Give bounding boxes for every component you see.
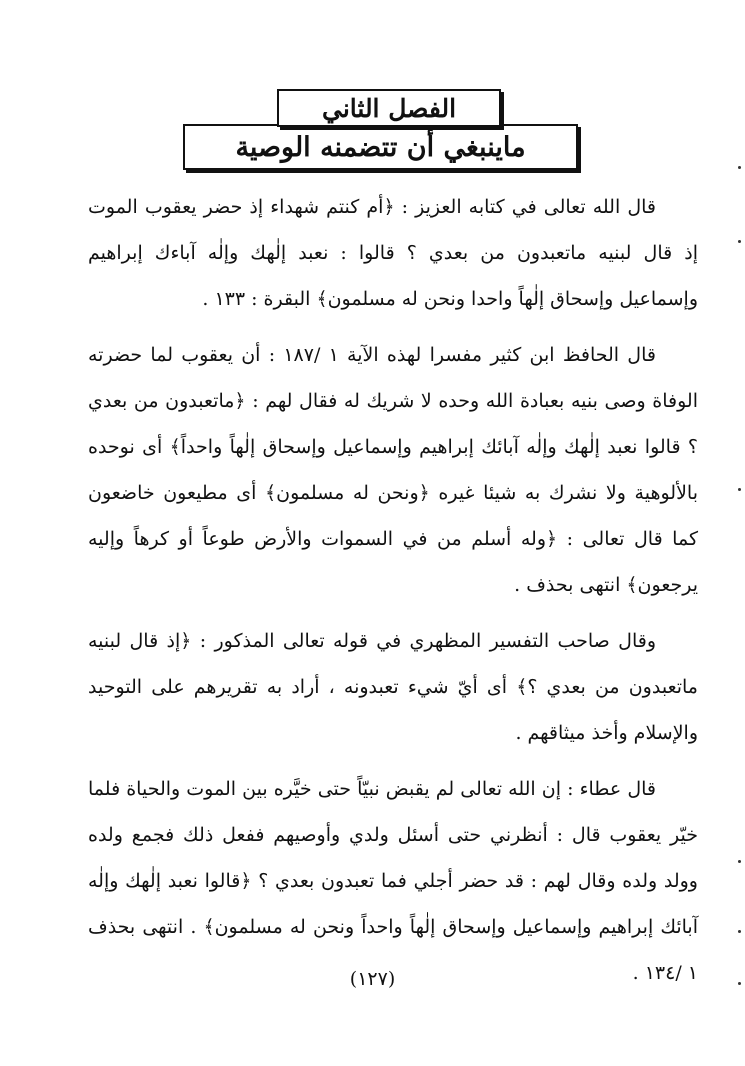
paragraph-2: قال الحافظ ابن كثير مفسرا لهذه الآية ١ /١٨٧ : أن يعقوب لما حضرته الوفاة وصى بنيه بعبادة الله وحده لا شريك له فقال لهم : ﴿ماتعبدون من بعدي ؟ قالوا نعبد إلٰهك وإلٰه آبائك إبراهيم وإسماعيل وإسحاق إلٰهاً واحداً﴾ أى نوحده بالألوهية ولا نشرك به شيئا غيره ﴿ونحن له مسلمون﴾ أى مطيعون خاضعون كما قال تعالى : ﴿وله أسلم من في السموات والأرض طوعاً أو كرهاً وإليه يرجعون﴾ انتهى بحذف . [88,344,698,596]
section-subtitle: ماينبغي أن تتضمنه الوصية [235,131,526,163]
paragraph-1: قال الله تعالى في كتابه العزيز : ﴿أم كنتم شهداء إذ حضر يعقوب الموت إذ قال لبنيه ماتعبدون من بعدي ؟ قالوا : نعبد إلٰهك وإلٰه آباءك إبراهيم وإسماعيل وإسحاق إلٰهاً واحدا ونحن له مسلمون﴾ البقرة : ١٣٣ . [88,196,698,310]
scan-speck [738,930,741,933]
scan-speck [738,240,741,243]
scan-speck [738,860,741,863]
scan-speck [738,488,741,491]
scan-speck [738,166,741,169]
chapter-frame [277,89,501,127]
scan-speck [738,982,741,985]
chapter-title: الفصل الثاني [321,93,457,123]
subtitle-frame [183,124,578,170]
paragraph-3: وقال صاحب التفسير المظهري في قوله تعالى المذكور : ﴿إذ قال لبنيه ماتعبدون من بعدي ؟﴾ أى أيّ شيء تعبدونه ، أراد به تقريرهم على التوحيد والإسلام وأخذ ميثاقهم . [88,630,698,744]
paragraph-4: قال عطاء : إن الله تعالى لم يقبض نبيّاً حتى خيَّره بين الموت والحياة فلما خيّر يعقوب قال : أنظرني حتى أسئل ولدي وأوصيهم ففعل ذلك فجمع ولده وولد ولده وقال لهم : قد حضر أجلي فما تعبدون بعدي ؟ ﴿قالوا نعبد إلٰهك وإلٰه آبائك إبراهيم وإسماعيل وإسحاق إلٰهاً واحداً ونحن له مسلمون﴾ . انتهى بحذف ١ /١٣٤ . [88,778,698,984]
page-number: (١٢٧) [349,968,396,990]
body-text [88,184,698,1006]
